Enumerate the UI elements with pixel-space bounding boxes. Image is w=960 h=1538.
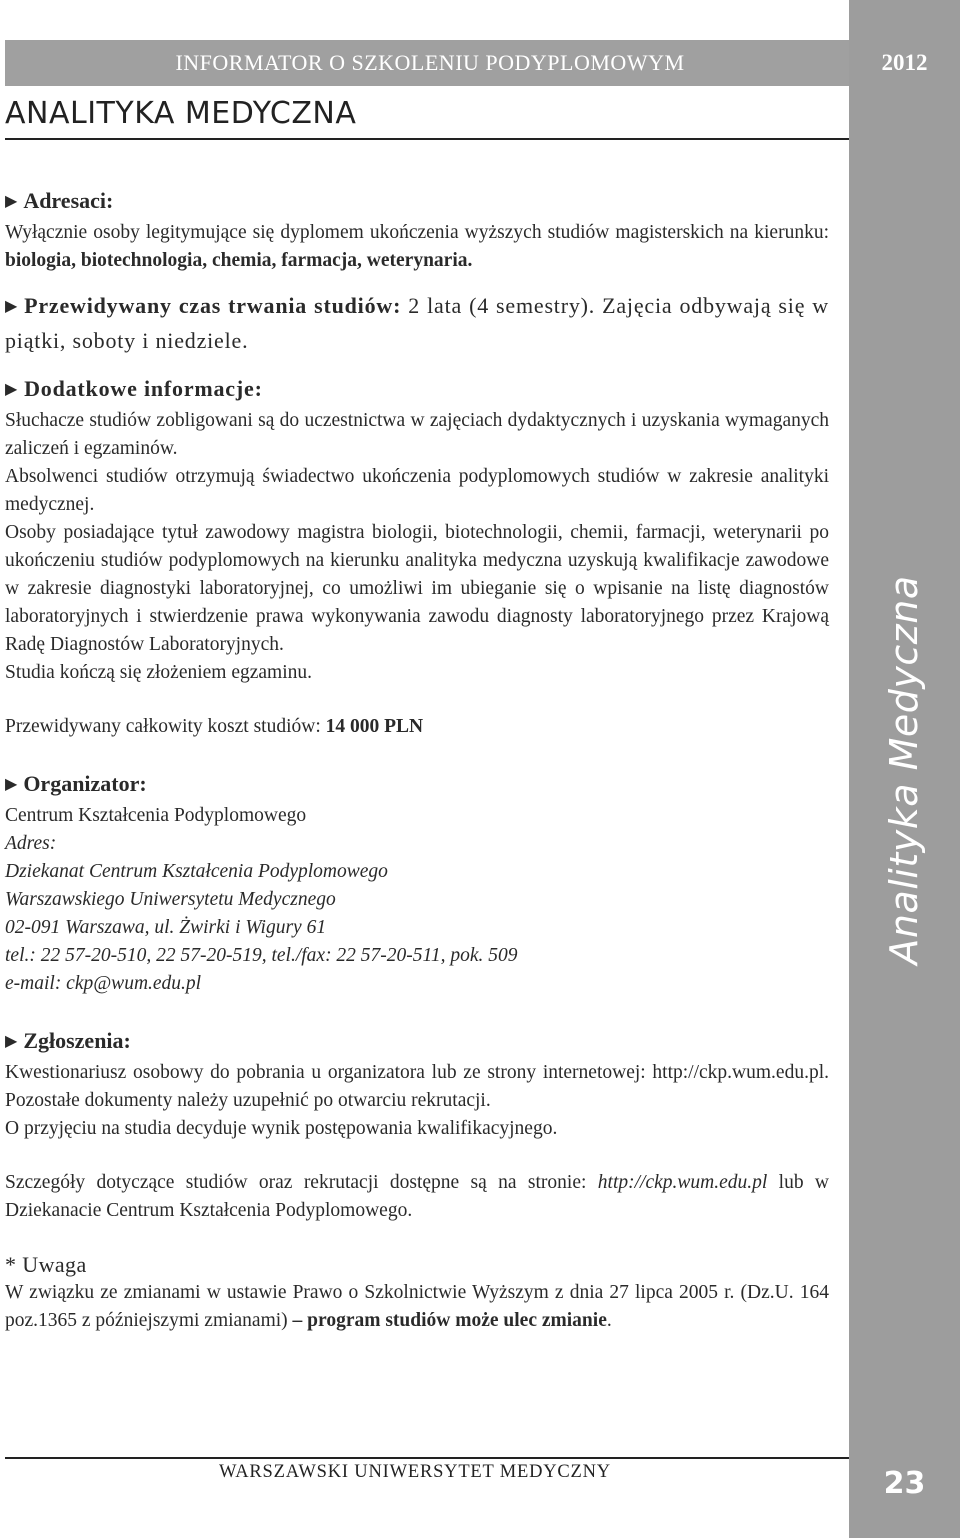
address-line: tel.: 22 57-20-510, 22 57-20-519, tel./fax: 22 57-20-511, pok. 509 — [5, 945, 518, 966]
bullet-arrow-icon: ▶ — [5, 298, 19, 315]
email-line: e-mail: ckp@wum.edu.pl — [5, 973, 202, 994]
adresaci-text: Wyłącznie osoby legitymujące się dyplomem ukończenia wyższych studiów magisterskich na kierunku: biologia, biotechnologia, chemia, farmacja, weterynaria. — [5, 222, 829, 271]
organizer-name: Centrum Kształcenia Podyplomowego — [5, 805, 307, 826]
note-paragraph: W związku ze zmianami w ustawie Prawo o Szkolnictwie Wyższym z dnia 27 lipca 2005 r. (Dz.U. 164 poz.1365 z późniejszymi zmianami) – program studiów może ulec zmianie. — [5, 1282, 829, 1331]
bullet-arrow-icon: ▶ — [5, 1033, 18, 1050]
page-number: 23 — [883, 1466, 926, 1501]
duration-text: 2 lata (4 semestry). Zajęcia odbywają się w piątki, soboty i niedziele. — [5, 293, 829, 353]
address-line: 02-091 Warszawa, ul. Żwirki i Wigury 61 — [5, 917, 327, 938]
cost-value: 14 000 PLN — [325, 716, 424, 737]
details-paragraph: Szczegóły dotyczące studiów oraz rekrutacji dostępne są na stronie: http://ckp.wum.edu.pl lub w Dziekanacie Centrum Kształcenia Podyplomowego. — [5, 1172, 830, 1221]
section-heading-adresaci: ▶ Adresaci: — [5, 184, 829, 219]
header-title: INFORMATOR O SZKOLENIU PODYPLOMOWYM — [175, 50, 685, 75]
details-link[interactable]: http://ckp.wum.edu.pl — [597, 1172, 768, 1193]
additional-paragraph: Absolwenci studiów otrzymują świadectwo ukończenia podyplomowych studiów w zakresie analityki medycznej. — [5, 466, 829, 515]
bullet-arrow-icon: ▶ — [5, 381, 19, 398]
additional-paragraph: Słuchacze studiów zobligowani są do uczestnictwa w zajęciach dydaktycznych i uzyskania wymaganych zaliczeń i egzaminów. — [5, 410, 829, 459]
address-line: Warszawskiego Uniwersytetu Medycznego — [5, 889, 336, 910]
footer-divider — [5, 1457, 849, 1459]
section-heading-organizer: ▶ Organizator: — [5, 767, 829, 802]
cost-line: Przewidywany całkowity koszt studiów: 14 000 PLN — [5, 716, 424, 737]
applications-paragraph: O przyjęciu na studia decyduje wynik postępowania kwalifikacyjnego. — [5, 1118, 558, 1139]
footer-text: WARSZAWSKI UNIWERSYTET MEDYCZNY — [219, 1462, 611, 1482]
section-heading-duration: ▶ Przewidywany czas trwania studiów: 2 lata (4 semestry). Zajęcia odbywają się w piątki, soboty i niedziele. — [5, 289, 829, 358]
bullet-arrow-icon: ▶ — [5, 776, 18, 793]
additional-paragraph: Studia kończą się złożeniem egzaminu. — [5, 662, 313, 683]
page-title: ANALITYKA MEDYCZNA — [5, 96, 357, 131]
section-heading-additional: ▶ Dodatkowe informacje: — [5, 372, 829, 407]
address-line: Dziekanat Centrum Kształcenia Podyplomowego — [5, 861, 388, 882]
address-label: Adres: — [5, 833, 57, 854]
title-divider — [5, 138, 849, 140]
note-heading: * Uwaga — [5, 1252, 87, 1277]
applications-paragraph: Kwestionariusz osobowy do pobrania u organizatora lub ze strony internetowej: http://ckp.wum.edu.pl. Pozostałe dokumenty należy uzupełnić po otwarciu rekrutacji. — [5, 1062, 829, 1111]
additional-paragraph: Osoby posiadające tytuł zawodowy magistra biologii, biotechnologii, chemii, farmacji, weterynarii po ukończeniu studiów podyplomowych na kierunku analityka medyczna uzyskują kwalifikacje zawodowe w zakresie diagnostyki laboratoryjnej, co umożliwi im ubieganie się o wpisanie na listę diagnostów laboratoryjnych i stwierdzenie prawa wykonywania zawodu diagnosty laboratoryjnego przez Krajową Radę Diagnostów Laboratoryjnych. — [5, 522, 829, 655]
section-heading-applications: ▶ Zgłoszenia: — [5, 1024, 829, 1059]
header-year: 2012 — [881, 50, 928, 75]
sidebar-title: Analityka Medyczna — [882, 575, 926, 965]
bullet-arrow-icon: ▶ — [5, 193, 18, 210]
main-content — [5, 184, 829, 1335]
